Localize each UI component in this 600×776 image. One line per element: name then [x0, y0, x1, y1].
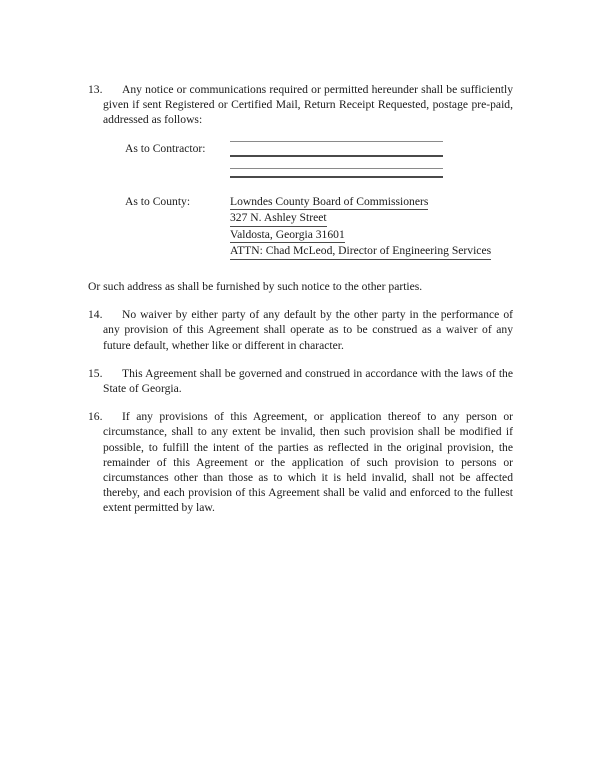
contractor-blank-line-1[interactable] [230, 141, 443, 142]
clause-text: Any notice or communications required or permitted hereunder shall be sufficiently given if sent Registered or Certified Mail, Return Receipt Requested, postage pre-paid, addressed as follows: [103, 83, 513, 127]
clause-15 [88, 366, 513, 396]
county-address-line: ATTN: Chad McLeod, Director of Engineering Services [230, 243, 491, 260]
clause-number: 16. [88, 410, 103, 424]
clause-16 [88, 409, 513, 515]
contractor-notice-row [88, 141, 513, 178]
clause-number: 15. [88, 366, 103, 380]
county-address-line: 327 N. Ashley Street [230, 210, 327, 227]
clause-13 [88, 82, 513, 128]
county-address [230, 194, 513, 260]
contractor-blank-lines [230, 141, 443, 178]
clause-number: 13. [88, 83, 103, 96]
contractor-blank-line-2[interactable] [230, 155, 443, 157]
clause-text: No waiver by either party of any default by the other party in the performance of any provision of this Agreement shall operate as to be construed as a waiver of any future default, whether like or different in character. [103, 308, 513, 352]
document-body [88, 82, 513, 516]
county-address-line: Lowndes County Board of Commissioners [230, 194, 428, 211]
county-address-line: Valdosta, Georgia 31601 [230, 227, 345, 244]
clause-text: If any provisions of this Agreement, or application thereof to any person or circumstance, shall to any extent be invalid, then such provision shall be modified if possible, to fulfill the intent of the parties as reflected in the original provision, the remainder of this Agreement or the application of such provision to persons or circumstances other than those as to which it is held invalid, shall not be affected thereby, and each provision of this Agreement shall be valid and enforced to the fullest extent permitted by law. [103, 410, 513, 515]
notice-address-block [88, 141, 513, 260]
county-notice-row [88, 194, 513, 260]
clause-number: 14. [88, 308, 103, 322]
contractor-blank-line-4[interactable] [230, 176, 443, 178]
contractor-label: As to Contractor: [125, 141, 206, 155]
clause-14 [88, 307, 513, 353]
clause-text: This Agreement shall be governed and construed in accordance with the laws of the State of Georgia. [103, 366, 513, 395]
contractor-blank-line-3[interactable] [230, 168, 443, 169]
county-label: As to County: [125, 194, 191, 208]
closing-note: Or such address as shall be furnished by such notice to the other parties. [88, 279, 423, 293]
